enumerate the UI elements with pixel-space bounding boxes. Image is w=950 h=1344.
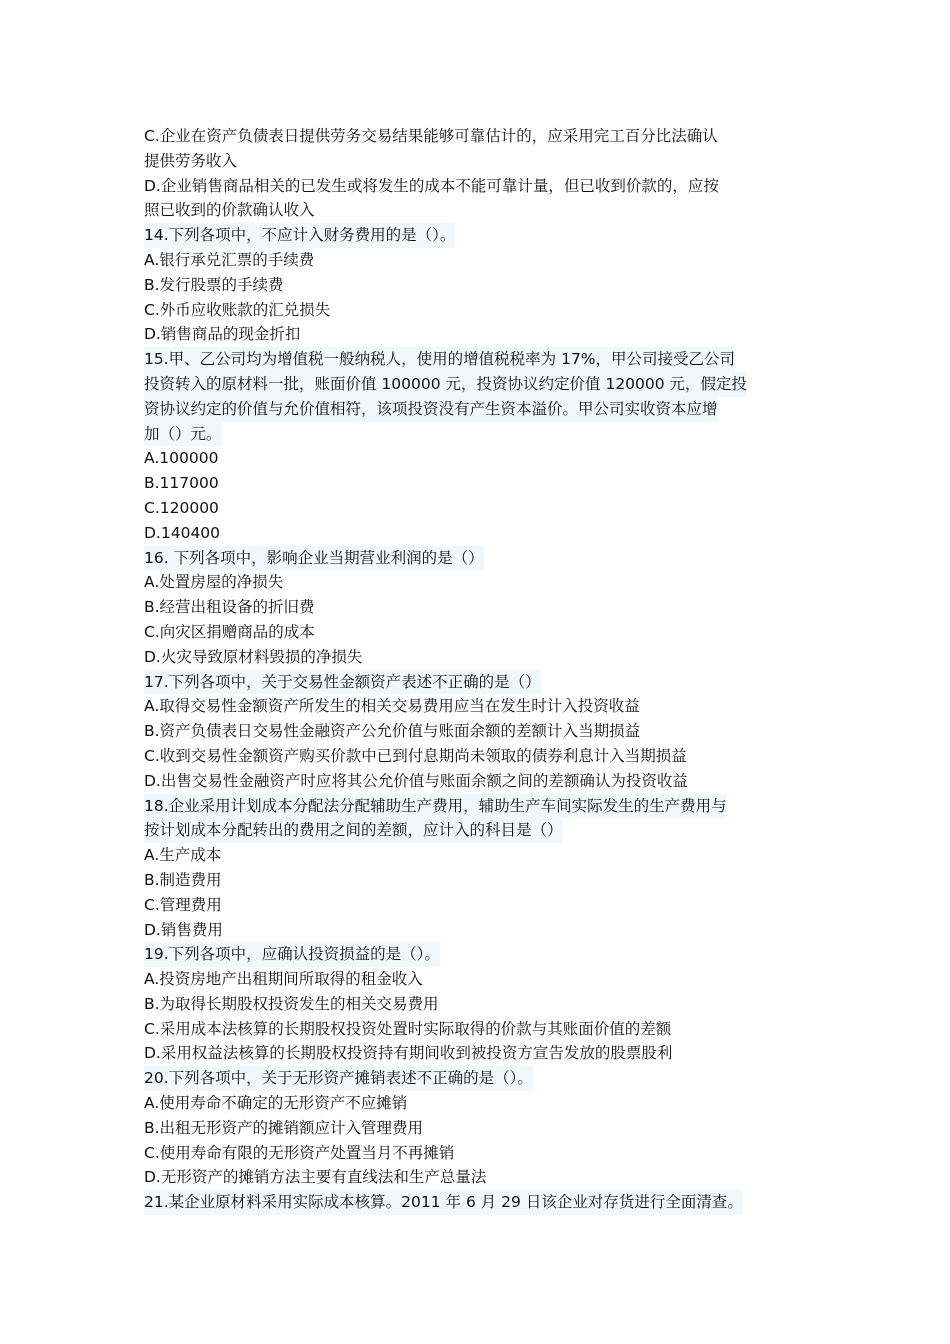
- option-text: 提供劳务收入: [144, 151, 238, 170]
- option-text: D.企业销售商品相关的已发生或将发生的成本不能可靠计量，但已收到价款的，应按: [144, 176, 719, 195]
- option-text: A.处置房屋的净损失: [144, 573, 284, 592]
- text-line: [144, 868, 809, 893]
- text-line: [144, 570, 809, 595]
- text-line: [144, 174, 809, 199]
- option-text: B.经营出租设备的折旧费: [144, 598, 315, 617]
- text-line: [144, 273, 809, 298]
- option-text: D.销售商品的现金折扣: [144, 325, 301, 344]
- option-text: D.140400: [144, 523, 221, 542]
- option-text: A.取得交易性金额资产所发生的相关交易费用应当在发生时计入投资收益: [144, 697, 640, 716]
- question-text: 14.下列各项中，不应计入财务费用的是（）。: [144, 223, 455, 248]
- option-text: D.无形资产的摊销方法主要有直线法和生产总量法: [144, 1168, 487, 1187]
- text-line: [144, 322, 809, 347]
- text-line: [144, 1165, 809, 1190]
- option-text: 照已收到的价款确认收入: [144, 201, 315, 220]
- document-page: [144, 124, 809, 1215]
- question-text: 18.企业采用计划成本分配法分配辅助生产费用，辅助生产车间实际发生的生产费用与: [144, 794, 727, 819]
- text-line: [144, 645, 809, 670]
- text-line: [144, 124, 809, 149]
- option-text: C.采用成本法核算的长期股权投资处置时实际取得的价款与其账面价值的差额: [144, 1019, 672, 1038]
- option-text: B.制造费用: [144, 870, 222, 889]
- text-line: [144, 942, 809, 967]
- option-text: B.发行股票的手续费: [144, 275, 284, 294]
- text-line: [144, 422, 809, 447]
- text-line: [144, 918, 809, 943]
- text-line: [144, 744, 809, 769]
- text-line: [144, 298, 809, 323]
- question-text: 16. 下列各项中，影响企业当期营业利润的是（）: [144, 546, 484, 571]
- text-line: [144, 794, 809, 819]
- text-line: [144, 372, 809, 397]
- text-line: [144, 818, 809, 843]
- text-line: [144, 893, 809, 918]
- option-text: C.使用寿命有限的无形资产处置当月不再摊销: [144, 1143, 455, 1162]
- option-text: A.银行承兑汇票的手续费: [144, 250, 315, 269]
- option-text: C.外币应收账款的汇兑损失: [144, 300, 331, 319]
- text-line: [144, 1041, 809, 1066]
- option-text: D.销售费用: [144, 920, 223, 939]
- option-text: C.收到交易性金额资产购买价款中已到付息期尚未领取的债券利息计入当期损益: [144, 746, 687, 765]
- option-text: C.企业在资产负债表日提供劳务交易结果能够可靠估计的，应采用完工百分比法确认: [144, 127, 718, 145]
- question-text: 21.某企业原材料采用实际成本核算。2011 年 6 月 29 日该企业对存货进行全面清查。: [144, 1190, 743, 1215]
- text-line: [144, 1116, 809, 1141]
- option-text: A.使用寿命不确定的无形资产不应摊销: [144, 1094, 408, 1113]
- option-text: D.火灾导致原材料毁损的净损失: [144, 647, 363, 666]
- text-line: [144, 521, 809, 546]
- option-text: D.出售交易性金融资产时应将其公允价值与账面余额之间的差额确认为投资收益: [144, 771, 688, 790]
- text-line: [144, 223, 809, 248]
- option-text: B.出租无形资产的摊销额应计入管理费用: [144, 1118, 424, 1137]
- question-text: 资协议约定的价值与允价值相符，该项投资没有产生资本溢价。甲公司实收资本应增: [144, 397, 718, 422]
- text-line: [144, 546, 809, 571]
- option-text: B.资产负债表日交易性金融资产公允价值与账面余额的差额计入当期损益: [144, 722, 641, 741]
- option-text: C.120000: [144, 498, 219, 517]
- question-text: 投资转入的原材料一批，账面价值 100000 元，投资协议约定价值 120000 元，假定投: [144, 372, 747, 397]
- question-text: 15.甲、乙公司均为增值税一般纳税人，使用的增值税税率为 17%，甲公司接受乙公司: [144, 347, 735, 372]
- text-line: [144, 719, 809, 744]
- text-line: [144, 471, 809, 496]
- text-line: [144, 595, 809, 620]
- text-line: [144, 149, 809, 174]
- option-text: B.117000: [144, 474, 219, 493]
- option-text: A.生产成本: [144, 846, 222, 865]
- text-line: [144, 694, 809, 719]
- question-text: 加（）元。: [144, 422, 222, 447]
- option-text: A.100000: [144, 449, 219, 468]
- text-line: [144, 1066, 809, 1091]
- text-line: [144, 670, 809, 695]
- option-text: C.向灾区捐赠商品的成本: [144, 622, 315, 641]
- question-text: 17.下列各项中，关于交易性金额资产表述不正确的是（）: [144, 670, 541, 695]
- text-line: [144, 620, 809, 645]
- question-text: 20.下列各项中，关于无形资产摊销表述不正确的是（）。: [144, 1066, 533, 1091]
- option-text: B.为取得长期股权投资发生的相关交易费用: [144, 994, 439, 1013]
- text-line: [144, 198, 809, 223]
- text-line: [144, 347, 809, 372]
- text-line: [144, 769, 809, 794]
- text-line: [144, 248, 809, 273]
- option-text: C.管理费用: [144, 895, 222, 914]
- question-text: 19.下列各项中，应确认投资损益的是（）。: [144, 942, 440, 967]
- question-text: 按计划成本分配转出的费用之间的差额，应计入的科目是（）: [144, 818, 563, 843]
- option-text: D.采用权益法核算的长期股权投资持有期间收到被投资方宣告发放的股票股利: [144, 1044, 673, 1063]
- text-line: [144, 967, 809, 992]
- text-line: [144, 1141, 809, 1166]
- text-line: [144, 496, 809, 521]
- text-line: [144, 446, 809, 471]
- option-text: A.投资房地产出租期间所取得的租金收入: [144, 970, 423, 989]
- text-line: [144, 992, 809, 1017]
- text-line: [144, 1091, 809, 1116]
- text-line: [144, 843, 809, 868]
- text-line: [144, 1017, 809, 1042]
- text-line: [144, 1190, 809, 1215]
- text-line: [144, 397, 809, 422]
